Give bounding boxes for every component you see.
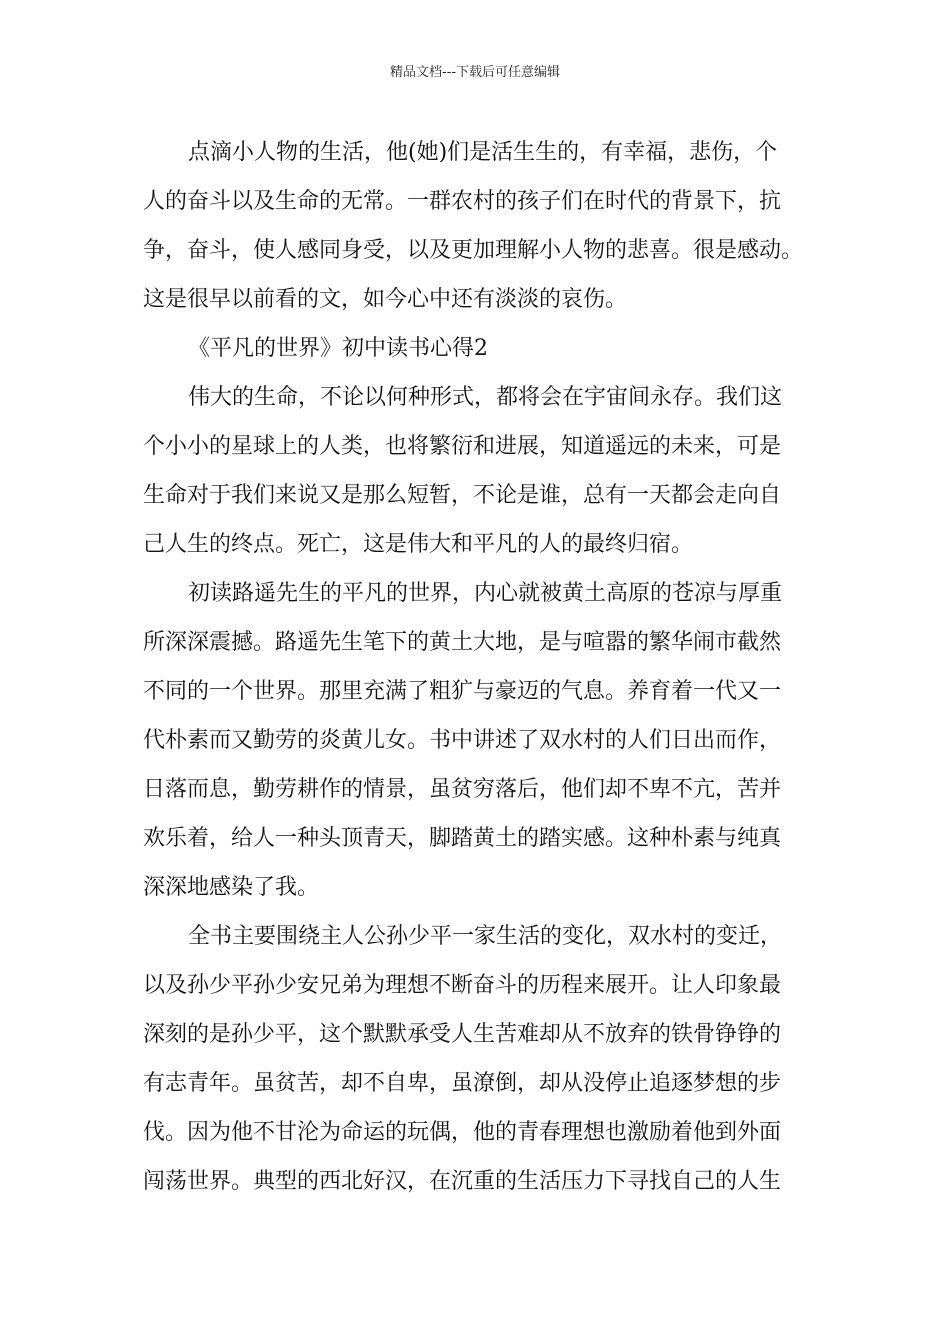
text-line: 生命对于我们来说又是那么短暂，不论是谁，总有一天都会走向自 (143, 483, 782, 508)
text-line: 人的奋斗以及生命的无常。一群农村的孩子们在时代的背景下，抗 (143, 189, 782, 214)
text-line: 个小小的星球上的人类，也将繁衍和进展，知道遥远的未来，可是 (143, 434, 782, 459)
text-line: 争，奋斗，使人感同身受，以及更加理解小人物的悲喜。很是感动。 (143, 238, 804, 263)
text-line: 点滴小人物的生活，他(她)们是活生生的，有幸福，悲伤，个 (188, 140, 778, 165)
text-line: 深刻的是孙少平，这个默默承受人生苦难却从不放弃的铁骨铮铮的 (143, 1022, 782, 1047)
text-line: 初读路遥先生的平凡的世界，内心就被黄土高原的苍凉与厚重 (188, 581, 783, 606)
text-line: 不同的一个世界。那里充满了粗犷与豪迈的气息。养育着一代又一 (143, 679, 782, 704)
text-line: 日落而息，勤劳耕作的情景，虽贫穷落后，他们却不卑不亢，苦并 (143, 777, 782, 802)
document-body (143, 128, 811, 1206)
text-line: 代朴素而又勤劳的炎黄儿女。书中讲述了双水村的人们日出而作， (143, 728, 782, 753)
text-line: 全书主要围绕主人公孙少平一家生活的变化，双水村的变迁， (188, 924, 783, 949)
section-heading: 《平凡的世界》初中读书心得2 (188, 336, 488, 361)
text-line: 有志青年。虽贫苦，却不自卑，虽潦倒，却从没停止追逐梦想的步 (143, 1071, 782, 1096)
text-line: 己人生的终点。死亡，这是伟大和平凡的人的最终归宿。 (143, 532, 694, 557)
text-line: 闯荡世界。典型的西北好汉，在沉重的生活压力下寻找自己的人生 (143, 1169, 782, 1194)
text-line: 伟大的生命，不论以何种形式，都将会在宇宙间永存。我们这 (188, 385, 783, 410)
text-line: 这是很早以前看的文，如今心中还有淡淡的哀伤。 (143, 287, 628, 312)
text-line: 以及孙少平孙少安兄弟为理想不断奋斗的历程来展开。让人印象最 (143, 973, 782, 998)
text-line: 所深深震撼。路遥先生笔下的黄土大地，是与喧嚣的繁华闹市截然 (143, 630, 782, 655)
text-line: 伐。因为他不甘沦为命运的玩偶，他的青春理想也激励着他到外面 (143, 1120, 782, 1145)
text-line: 欢乐着，给人一种头顶青天，脚踏黄土的踏实感。这种朴素与纯真 (143, 826, 782, 851)
text-line: 深深地感染了我。 (143, 875, 320, 900)
page-header: 精品文档---下载后可任意编辑 (389, 65, 561, 80)
